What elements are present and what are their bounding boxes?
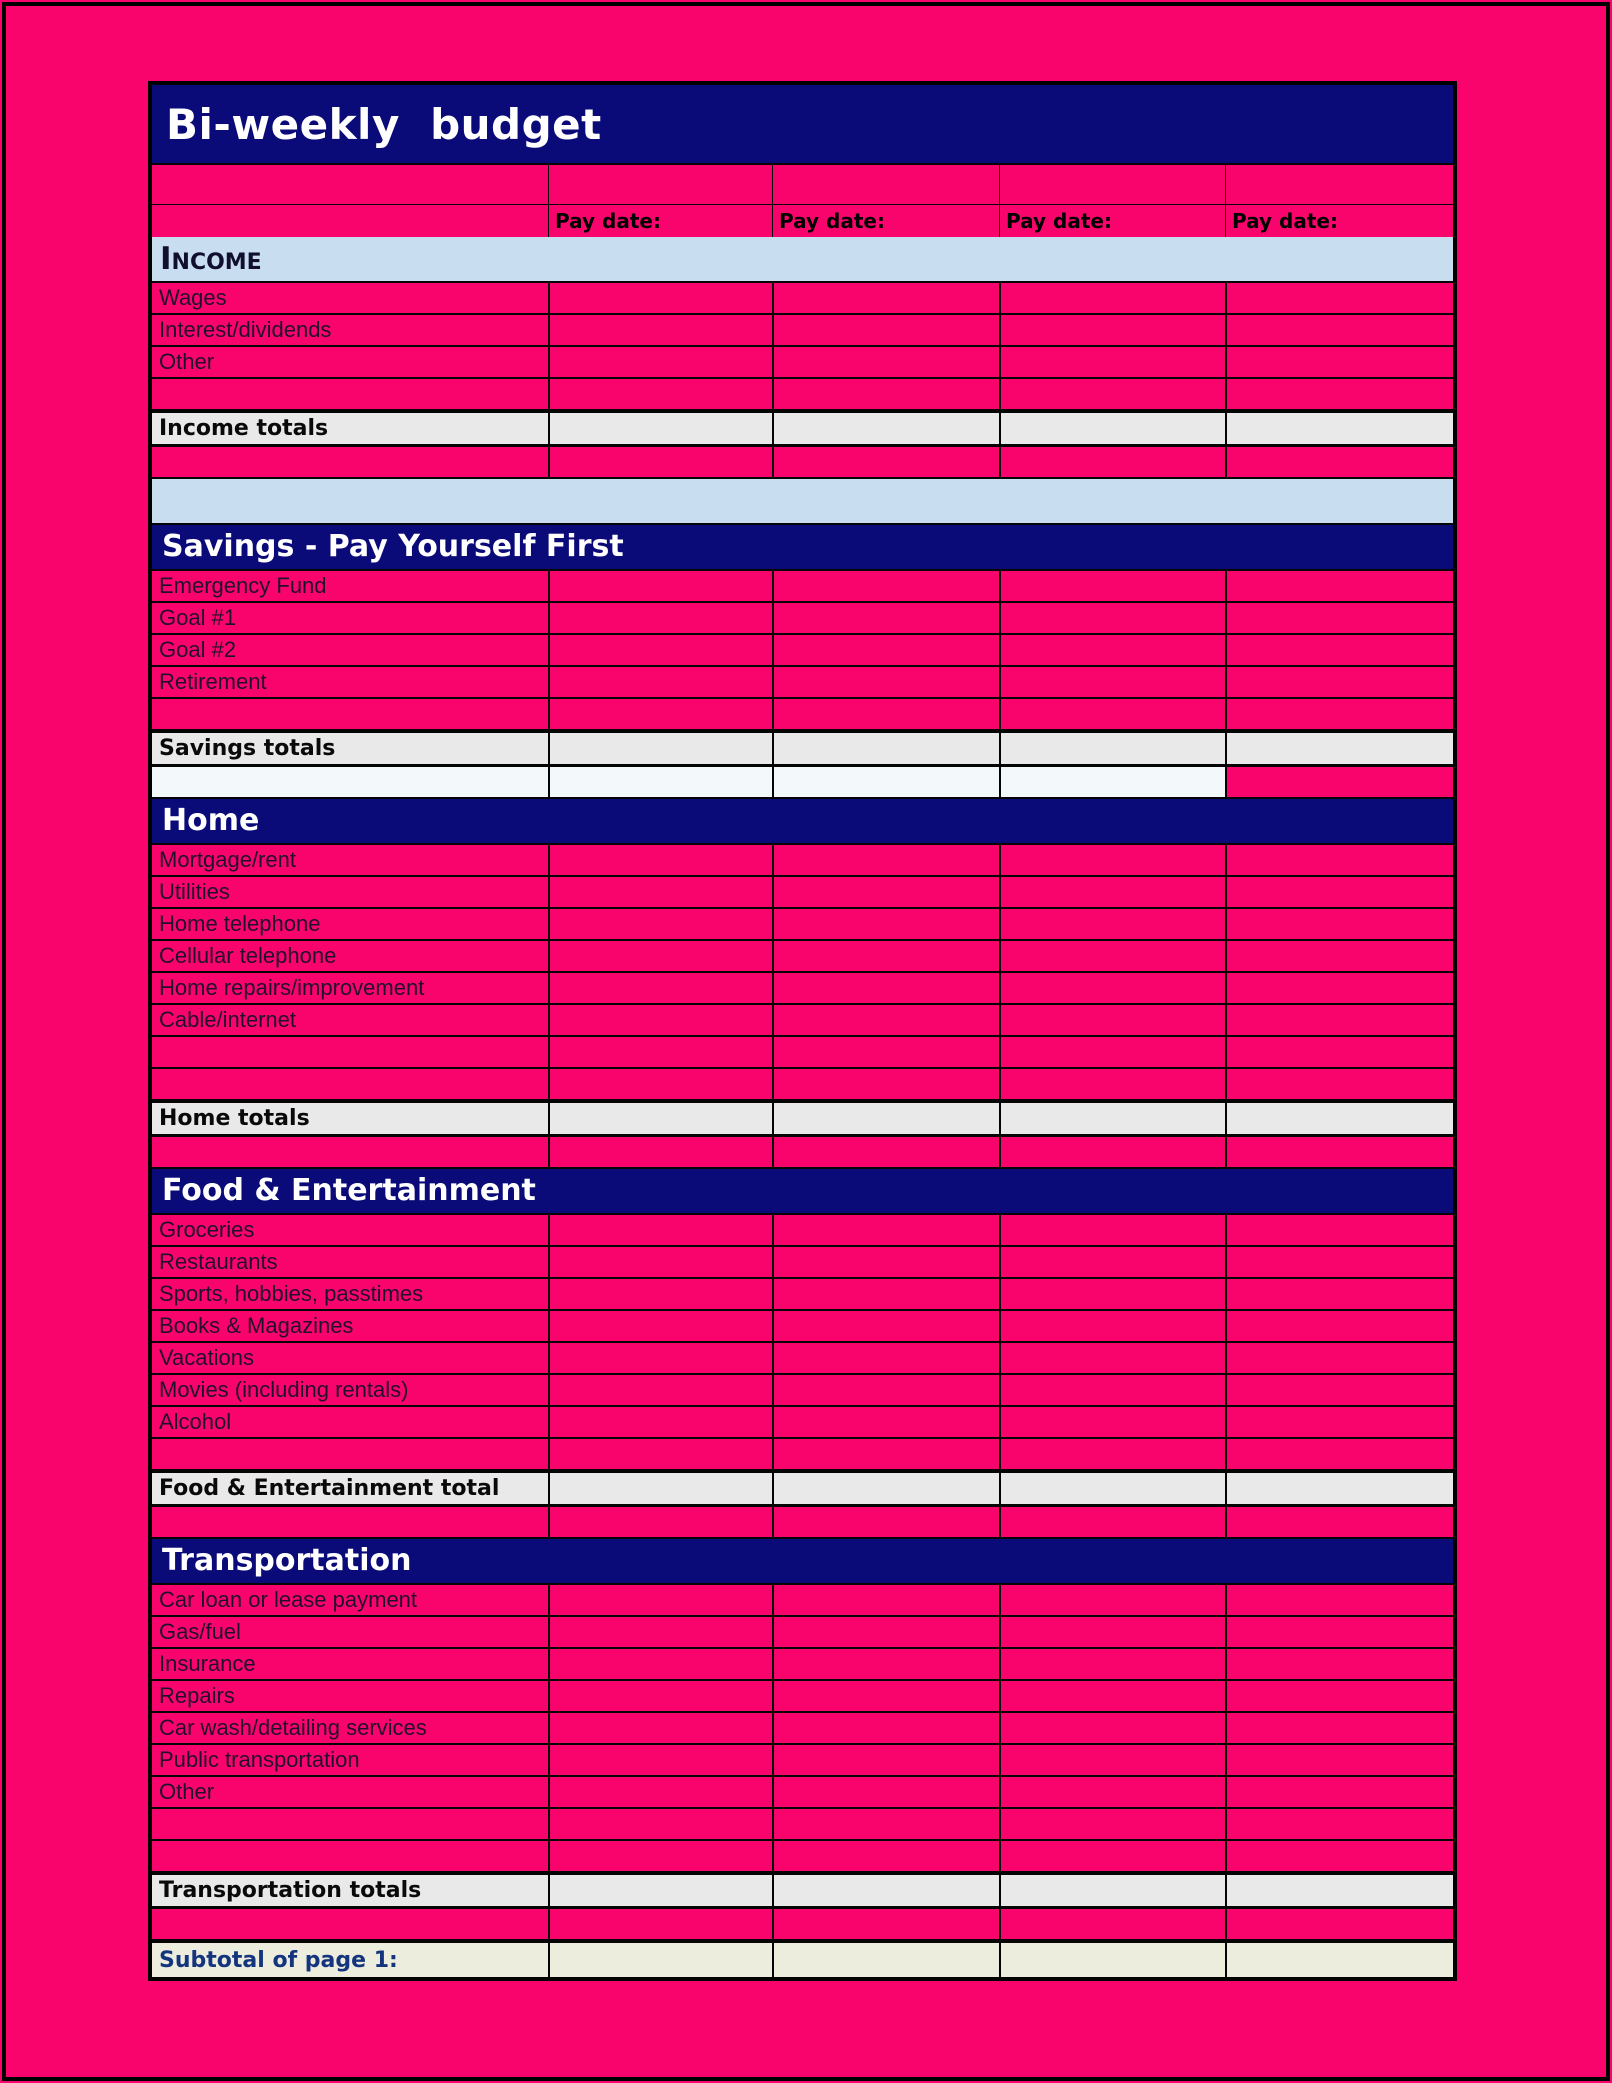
row-label: Emergency Fund xyxy=(159,573,327,598)
value-cell[interactable] xyxy=(1225,1103,1453,1134)
row-car-wash-detailing xyxy=(152,1713,1453,1745)
row-label: Car loan or lease payment xyxy=(159,1587,418,1612)
value-cell[interactable] xyxy=(772,603,999,633)
value-cell[interactable] xyxy=(1225,347,1453,377)
value-cell[interactable] xyxy=(772,1103,999,1134)
value-cell[interactable] xyxy=(999,347,1225,377)
value-cell[interactable] xyxy=(999,1585,1225,1615)
value-cell[interactable] xyxy=(999,379,1225,409)
value-cell[interactable] xyxy=(999,1681,1225,1711)
row-alcohol xyxy=(152,1407,1453,1439)
value-cell[interactable] xyxy=(548,1617,772,1647)
value-cell[interactable] xyxy=(548,1439,772,1469)
value-cell[interactable] xyxy=(999,845,1225,875)
value-cell[interactable] xyxy=(548,413,772,444)
row-car-loan-lease xyxy=(152,1585,1453,1617)
value-cell[interactable] xyxy=(772,1777,999,1807)
label-cell xyxy=(152,1841,548,1871)
value-cell[interactable] xyxy=(1225,379,1453,409)
value-cell[interactable] xyxy=(772,1037,999,1067)
value-cell[interactable] xyxy=(548,1507,772,1537)
empty-row xyxy=(152,1069,1453,1101)
value-cell[interactable] xyxy=(999,1279,1225,1309)
value-cell[interactable] xyxy=(1225,315,1453,345)
value-cell[interactable] xyxy=(548,1311,772,1341)
value-cell[interactable] xyxy=(999,1037,1225,1067)
value-cell[interactable] xyxy=(548,1279,772,1309)
row-vacations xyxy=(152,1343,1453,1375)
value-cell[interactable] xyxy=(772,733,999,764)
total-row-transportation xyxy=(152,1873,1453,1909)
value-cell[interactable] xyxy=(1225,909,1453,939)
value-cell[interactable] xyxy=(999,667,1225,697)
label-cell xyxy=(152,1439,548,1469)
value-cell[interactable] xyxy=(999,1343,1225,1373)
row-cable-internet xyxy=(152,1005,1453,1037)
income-band xyxy=(152,237,1453,283)
row-cellular-telephone xyxy=(152,941,1453,973)
value-cell[interactable] xyxy=(1225,1943,1453,1977)
row-label: Alcohol xyxy=(159,1409,232,1434)
section-header-transportation xyxy=(152,1539,1453,1585)
value-cell[interactable] xyxy=(548,1777,772,1807)
row-home-repairs xyxy=(152,973,1453,1005)
value-cell[interactable] xyxy=(548,845,772,875)
pay-date-header: Pay date: xyxy=(548,205,772,237)
row-label: Other xyxy=(159,1779,215,1804)
value-cell[interactable] xyxy=(999,1069,1225,1099)
value-cell[interactable] xyxy=(1225,733,1453,764)
value-cell[interactable] xyxy=(1225,1343,1453,1373)
empty-row xyxy=(152,1037,1453,1069)
pay-date-header: Pay date: xyxy=(999,205,1225,237)
value-cell[interactable] xyxy=(772,1247,999,1277)
value-cell[interactable] xyxy=(999,315,1225,345)
label-cell xyxy=(152,1507,548,1537)
value-cell[interactable] xyxy=(772,973,999,1003)
value-cell[interactable] xyxy=(772,447,999,477)
value-cell[interactable] xyxy=(999,1407,1225,1437)
section-header-savings xyxy=(152,525,1453,571)
value-cell[interactable] xyxy=(1225,845,1453,875)
value-cell[interactable] xyxy=(772,1875,999,1906)
pay-date-header: Pay date: xyxy=(772,205,999,237)
value-cell[interactable] xyxy=(772,1713,999,1743)
value-cell[interactable] xyxy=(1225,1649,1453,1679)
value-cell[interactable] xyxy=(772,767,999,797)
value-cell[interactable] xyxy=(548,1909,772,1939)
value-cell[interactable] xyxy=(548,1745,772,1775)
row-label: Restaurants xyxy=(159,1249,278,1274)
value-cell[interactable] xyxy=(548,1585,772,1615)
value-cell[interactable] xyxy=(999,909,1225,939)
value-cell[interactable] xyxy=(1225,571,1453,601)
value-cell[interactable] xyxy=(772,1137,999,1167)
value-cell[interactable] xyxy=(772,1439,999,1469)
table-rows xyxy=(152,165,1453,1977)
value-cell[interactable] xyxy=(999,1649,1225,1679)
value-cell[interactable] xyxy=(999,1473,1225,1504)
row-label: Vacations xyxy=(159,1345,254,1370)
value-cell[interactable] xyxy=(772,1585,999,1615)
empty-row xyxy=(152,1439,1453,1471)
value-cell[interactable] xyxy=(548,973,772,1003)
value-cell[interactable] xyxy=(1225,1005,1453,1035)
label-cell xyxy=(152,379,548,409)
value-cell[interactable] xyxy=(548,1809,772,1839)
value-cell[interactable] xyxy=(772,379,999,409)
value-cell[interactable] xyxy=(1225,1745,1453,1775)
value-cell[interactable] xyxy=(772,283,999,313)
value-cell[interactable] xyxy=(548,909,772,939)
value-cell[interactable] xyxy=(1225,1841,1453,1871)
value-cell[interactable] xyxy=(548,1247,772,1277)
value-cell[interactable] xyxy=(1225,447,1453,477)
value-cell[interactable] xyxy=(1225,283,1453,313)
label-cell xyxy=(152,1909,548,1939)
row-sports-hobbies-passtimes xyxy=(152,1279,1453,1311)
row-insurance xyxy=(152,1649,1453,1681)
value-cell[interactable] xyxy=(999,1137,1225,1167)
row-label: Repairs xyxy=(159,1683,235,1708)
value-cell[interactable] xyxy=(772,1841,999,1871)
value-cell[interactable] xyxy=(548,603,772,633)
value-cell[interactable] xyxy=(772,1311,999,1341)
row-label: Insurance xyxy=(159,1651,256,1676)
label-cell xyxy=(152,447,548,477)
pay-date-header: Pay date: xyxy=(1225,205,1453,237)
value-cell[interactable] xyxy=(772,667,999,697)
value-cell[interactable] xyxy=(772,1069,999,1099)
value-cell[interactable] xyxy=(548,635,772,665)
value-cell[interactable] xyxy=(1225,1585,1453,1615)
value-cell[interactable] xyxy=(1225,767,1453,797)
value-cell[interactable] xyxy=(999,941,1225,971)
value-cell[interactable] xyxy=(548,447,772,477)
label-cell xyxy=(152,1809,548,1839)
value-cell[interactable] xyxy=(548,877,772,907)
value-cell[interactable] xyxy=(999,1777,1225,1807)
value-cell[interactable] xyxy=(999,283,1225,313)
row-other-income xyxy=(152,347,1453,379)
value-cell[interactable] xyxy=(772,165,999,204)
value-cell[interactable] xyxy=(1225,1439,1453,1469)
row-label: Movies (including rentals) xyxy=(159,1377,409,1402)
blank-band xyxy=(152,479,1453,525)
row-goal-2 xyxy=(152,635,1453,667)
row-home-telephone xyxy=(152,909,1453,941)
label-cell xyxy=(152,165,548,204)
value-cell[interactable] xyxy=(999,165,1225,204)
row-label: Transportation totals xyxy=(152,1875,548,1906)
row-label: Car wash/detailing services xyxy=(159,1715,427,1740)
total-row-home xyxy=(152,1101,1453,1137)
value-cell[interactable] xyxy=(772,909,999,939)
value-cell[interactable] xyxy=(999,1617,1225,1647)
row-label: Groceries xyxy=(159,1217,255,1242)
value-cell[interactable] xyxy=(999,1809,1225,1839)
row-books-magazines xyxy=(152,1311,1453,1343)
label-cell xyxy=(152,205,548,237)
value-cell[interactable] xyxy=(772,941,999,971)
spacer-row xyxy=(152,165,1453,205)
value-cell[interactable] xyxy=(1225,1473,1453,1504)
value-cell[interactable] xyxy=(548,699,772,729)
value-cell[interactable] xyxy=(1225,667,1453,697)
value-cell[interactable] xyxy=(548,1713,772,1743)
empty-row xyxy=(152,447,1453,479)
row-mortgage-rent xyxy=(152,845,1453,877)
row-interest-dividends xyxy=(152,315,1453,347)
value-cell[interactable] xyxy=(999,1909,1225,1939)
value-cell[interactable] xyxy=(548,1473,772,1504)
value-cell[interactable] xyxy=(999,1943,1225,1977)
value-cell[interactable] xyxy=(772,1681,999,1711)
white-row xyxy=(152,767,1453,799)
value-cell[interactable] xyxy=(999,1375,1225,1405)
value-cell[interactable] xyxy=(772,1943,999,1977)
value-cell[interactable] xyxy=(548,1681,772,1711)
value-cell[interactable] xyxy=(772,1649,999,1679)
row-label: Retirement xyxy=(159,669,267,694)
empty-row xyxy=(152,1137,1453,1169)
value-cell[interactable] xyxy=(772,1407,999,1437)
band-title: Income xyxy=(160,240,262,277)
page-title: Bi-weekly budget xyxy=(166,99,602,149)
value-cell[interactable] xyxy=(548,1841,772,1871)
value-cell[interactable] xyxy=(772,571,999,601)
value-cell[interactable] xyxy=(999,699,1225,729)
value-cell[interactable] xyxy=(772,1005,999,1035)
value-cell[interactable] xyxy=(548,1375,772,1405)
value-cell[interactable] xyxy=(548,571,772,601)
row-label: Interest/dividends xyxy=(159,317,332,342)
section-title: Savings - Pay Yourself First xyxy=(162,529,624,564)
value-cell[interactable] xyxy=(548,1069,772,1099)
value-cell[interactable] xyxy=(1225,1407,1453,1437)
value-cell[interactable] xyxy=(548,1875,772,1906)
row-label: Food & Entertainment total xyxy=(152,1473,548,1504)
empty-row xyxy=(152,1507,1453,1539)
value-cell[interactable] xyxy=(772,1809,999,1839)
value-cell[interactable] xyxy=(772,1375,999,1405)
value-cell[interactable] xyxy=(548,1407,772,1437)
value-cell[interactable] xyxy=(548,165,772,204)
row-public-transportation xyxy=(152,1745,1453,1777)
value-cell[interactable] xyxy=(999,1311,1225,1341)
value-cell[interactable] xyxy=(548,941,772,971)
row-gas-fuel xyxy=(152,1617,1453,1649)
value-cell[interactable] xyxy=(548,315,772,345)
value-cell[interactable] xyxy=(999,413,1225,444)
subtotal-row xyxy=(152,1941,1453,1977)
budget-table xyxy=(148,81,1457,1981)
value-cell[interactable] xyxy=(1225,1777,1453,1807)
label-cell xyxy=(152,767,548,797)
value-cell[interactable] xyxy=(1225,603,1453,633)
value-cell[interactable] xyxy=(1225,699,1453,729)
value-cell[interactable] xyxy=(999,603,1225,633)
label-cell xyxy=(152,1069,548,1099)
value-cell[interactable] xyxy=(999,571,1225,601)
label-cell xyxy=(152,1037,548,1067)
row-label: Goal #2 xyxy=(159,637,237,662)
value-cell[interactable] xyxy=(548,347,772,377)
section-header-home xyxy=(152,799,1453,845)
value-cell[interactable] xyxy=(548,767,772,797)
value-cell[interactable] xyxy=(772,1279,999,1309)
section-title: Home xyxy=(162,803,260,838)
value-cell[interactable] xyxy=(548,1215,772,1245)
value-cell[interactable] xyxy=(772,1617,999,1647)
value-cell[interactable] xyxy=(1225,973,1453,1003)
value-cell[interactable] xyxy=(772,1745,999,1775)
value-cell[interactable] xyxy=(772,413,999,444)
section-title: Transportation xyxy=(162,1543,412,1578)
value-cell[interactable] xyxy=(999,877,1225,907)
value-cell[interactable] xyxy=(548,1649,772,1679)
value-cell[interactable] xyxy=(999,733,1225,764)
value-cell[interactable] xyxy=(548,283,772,313)
row-groceries xyxy=(152,1215,1453,1247)
value-cell[interactable] xyxy=(1225,1375,1453,1405)
value-cell[interactable] xyxy=(1225,413,1453,444)
value-cell[interactable] xyxy=(999,1507,1225,1537)
empty-row xyxy=(152,699,1453,731)
value-cell[interactable] xyxy=(548,733,772,764)
value-cell[interactable] xyxy=(548,1005,772,1035)
value-cell[interactable] xyxy=(1225,1215,1453,1245)
value-cell[interactable] xyxy=(1225,941,1453,971)
row-other-transportation xyxy=(152,1777,1453,1809)
row-restaurants xyxy=(152,1247,1453,1279)
value-cell[interactable] xyxy=(999,1439,1225,1469)
value-cell[interactable] xyxy=(1225,1507,1453,1537)
row-label: Public transportation xyxy=(159,1747,360,1772)
value-cell[interactable] xyxy=(1225,1681,1453,1711)
row-label: Utilities xyxy=(159,879,230,904)
value-cell[interactable] xyxy=(999,1247,1225,1277)
row-movies xyxy=(152,1375,1453,1407)
value-cell[interactable] xyxy=(999,767,1225,797)
row-goal-1 xyxy=(152,603,1453,635)
row-label: Books & Magazines xyxy=(159,1313,354,1338)
value-cell[interactable] xyxy=(1225,165,1453,204)
row-label: Home totals xyxy=(152,1103,548,1134)
value-cell[interactable] xyxy=(772,699,999,729)
row-label: Income totals xyxy=(152,413,548,444)
label-cell xyxy=(152,1137,548,1167)
value-cell[interactable] xyxy=(772,845,999,875)
value-cell[interactable] xyxy=(999,1713,1225,1743)
row-utilities xyxy=(152,877,1453,909)
value-cell[interactable] xyxy=(1225,1875,1453,1906)
value-cell[interactable] xyxy=(772,635,999,665)
row-label: Savings totals xyxy=(152,733,548,764)
value-cell[interactable] xyxy=(772,1507,999,1537)
value-cell[interactable] xyxy=(772,1473,999,1504)
value-cell[interactable] xyxy=(999,635,1225,665)
empty-row xyxy=(152,379,1453,411)
row-label: Sports, hobbies, passtimes xyxy=(159,1281,424,1306)
total-row-income xyxy=(152,411,1453,447)
value-cell[interactable] xyxy=(1225,1617,1453,1647)
value-cell[interactable] xyxy=(1225,1909,1453,1939)
empty-row xyxy=(152,1809,1453,1841)
value-cell[interactable] xyxy=(999,1745,1225,1775)
total-row-savings xyxy=(152,731,1453,767)
value-cell[interactable] xyxy=(999,447,1225,477)
value-cell[interactable] xyxy=(772,1909,999,1939)
value-cell[interactable] xyxy=(772,1343,999,1373)
row-label: Other xyxy=(159,349,215,374)
value-cell[interactable] xyxy=(1225,877,1453,907)
value-cell[interactable] xyxy=(548,1343,772,1373)
value-cell[interactable] xyxy=(1225,1809,1453,1839)
value-cell[interactable] xyxy=(548,1137,772,1167)
value-cell[interactable] xyxy=(1225,1037,1453,1067)
value-cell[interactable] xyxy=(1225,1713,1453,1743)
value-cell[interactable] xyxy=(772,1215,999,1245)
row-label: Mortgage/rent xyxy=(159,847,296,872)
row-repairs xyxy=(152,1681,1453,1713)
row-label: Wages xyxy=(159,285,227,310)
section-header-food xyxy=(152,1169,1453,1215)
label-cell xyxy=(152,699,548,729)
value-cell[interactable] xyxy=(1225,1137,1453,1167)
row-wages xyxy=(152,283,1453,315)
row-label: Subtotal of page 1: xyxy=(152,1943,548,1977)
value-cell[interactable] xyxy=(548,1037,772,1067)
value-cell[interactable] xyxy=(548,379,772,409)
table-title-bar xyxy=(152,85,1453,165)
value-cell[interactable] xyxy=(548,1943,772,1977)
row-label: Cable/internet xyxy=(159,1007,296,1032)
pay-date-header-row xyxy=(152,205,1453,237)
value-cell[interactable] xyxy=(1225,1069,1453,1099)
value-cell[interactable] xyxy=(999,1841,1225,1871)
empty-row xyxy=(152,1841,1453,1873)
value-cell[interactable] xyxy=(999,973,1225,1003)
row-label: Cellular telephone xyxy=(159,943,337,968)
value-cell[interactable] xyxy=(548,667,772,697)
value-cell[interactable] xyxy=(1225,1279,1453,1309)
section-title: Food & Entertainment xyxy=(162,1173,536,1208)
value-cell[interactable] xyxy=(1225,1311,1453,1341)
value-cell[interactable] xyxy=(548,1103,772,1134)
value-cell[interactable] xyxy=(772,877,999,907)
row-emergency-fund xyxy=(152,571,1453,603)
value-cell[interactable] xyxy=(999,1005,1225,1035)
value-cell[interactable] xyxy=(999,1215,1225,1245)
empty-row xyxy=(152,1909,1453,1941)
value-cell[interactable] xyxy=(772,347,999,377)
value-cell[interactable] xyxy=(999,1103,1225,1134)
row-retirement xyxy=(152,667,1453,699)
row-label: Home telephone xyxy=(159,911,321,936)
row-label: Goal #1 xyxy=(159,605,237,630)
value-cell[interactable] xyxy=(1225,1247,1453,1277)
total-row-food xyxy=(152,1471,1453,1507)
value-cell[interactable] xyxy=(772,315,999,345)
row-label: Home repairs/improvement xyxy=(159,975,425,1000)
value-cell[interactable] xyxy=(1225,635,1453,665)
value-cell[interactable] xyxy=(999,1875,1225,1906)
row-label: Gas/fuel xyxy=(159,1619,241,1644)
